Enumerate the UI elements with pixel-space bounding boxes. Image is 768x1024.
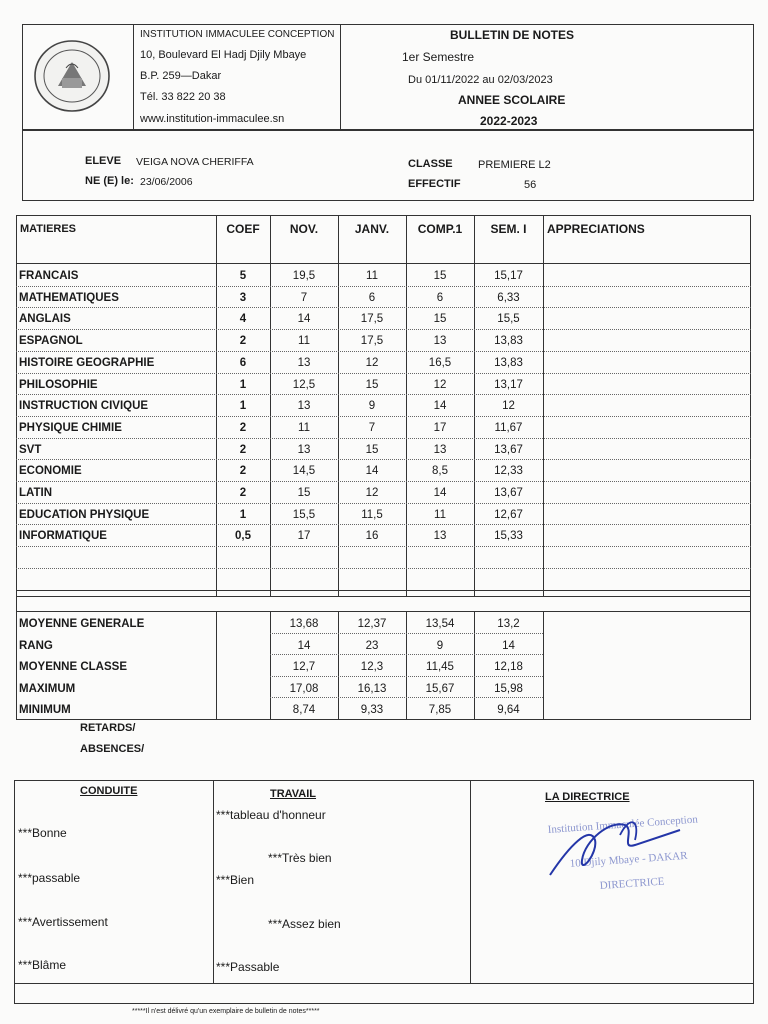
summary-cell: 15,67 — [425, 682, 455, 695]
summary-cell: 14 — [502, 639, 515, 652]
year-label: ANNEE SCOLAIRE — [458, 93, 566, 107]
institution-website[interactable]: www.institution-immaculee.sn — [140, 113, 285, 125]
institution-address: 10, Boulevard El Hadj Djily Mbaye — [140, 49, 307, 61]
class-label: CLASSE — [408, 158, 453, 170]
column-header: COMP.1 — [417, 222, 463, 236]
effectif-value: 56 — [524, 179, 537, 191]
column-header: NOV. — [289, 222, 319, 236]
travail-item: ***Très bien — [268, 851, 332, 865]
grade-cell: 4 — [239, 313, 247, 326]
grade-cell: 12 — [433, 378, 447, 391]
svg-text:Institution Immaculée Concepti: Institution Immaculée Conception — [547, 813, 699, 836]
grade-cell: 11 — [366, 270, 378, 282]
grade-cell: 7 — [368, 421, 376, 434]
grade-cell: 13,67 — [494, 487, 523, 499]
subject-name: PHYSIQUE CHIMIE — [19, 421, 122, 434]
grade-cell: 12 — [365, 356, 379, 369]
grade-cell: 0,5 — [235, 530, 251, 543]
grade-cell: 17,5 — [360, 313, 384, 326]
grade-cell: 12,5 — [292, 378, 316, 391]
grade-cell: 11,67 — [494, 421, 523, 434]
school-year: 2022-2023 — [480, 114, 538, 128]
summary-cell: 23 — [365, 639, 379, 652]
conduite-item: ***Bonne — [18, 826, 67, 840]
subject-name: INFORMATIQUE — [19, 530, 107, 543]
grade-cell: 11 — [298, 421, 310, 434]
grade-cell: 15 — [297, 487, 311, 499]
retards-label: RETARDS/ — [80, 722, 136, 734]
grade-cell: 12,67 — [494, 508, 523, 521]
grade-cell: 13 — [297, 400, 311, 413]
summary-cell: 9,33 — [360, 704, 384, 717]
grade-cell: 12 — [365, 487, 379, 499]
summary-label: RANG — [19, 639, 53, 652]
summary-cell: 11,45 — [426, 661, 454, 674]
student-name: VEIGA NOVA CHERIFFA — [136, 156, 254, 168]
grade-cell: 15 — [365, 378, 379, 391]
summary-cell: 12,3 — [360, 661, 384, 674]
grade-cell: 13 — [297, 356, 311, 369]
summary-cell: 13,54 — [425, 618, 455, 630]
column-header: MATIERES — [20, 223, 77, 235]
grade-cell: 6,33 — [497, 291, 520, 304]
grade-cell: 12 — [502, 400, 515, 413]
subject-name: HISTOIRE GEOGRAPHIE — [19, 356, 155, 369]
grade-cell: 1 — [239, 400, 247, 413]
travail-item: ***Assez bien — [268, 917, 341, 931]
conduite-title: CONDUITE — [80, 785, 138, 797]
student-birth-label: NE (E) le: — [85, 175, 134, 187]
column-header: COEF — [226, 222, 260, 236]
bulletin-semester: 1er Semestre — [402, 50, 475, 64]
grade-cell: 9 — [368, 400, 376, 413]
summary-label: MINIMUM — [19, 704, 71, 717]
effectif-label: EFFECTIF — [408, 178, 461, 190]
conduite-item: ***passable — [18, 871, 81, 885]
stamp-signature-icon — [540, 805, 740, 900]
summary-label: MOYENNE CLASSE — [19, 661, 127, 674]
grade-cell: 15,5 — [497, 313, 520, 326]
school-seal-icon — [32, 38, 112, 114]
summary-cell: 17,08 — [289, 682, 319, 695]
grade-cell: 2 — [239, 335, 247, 348]
summary-cell: 8,74 — [292, 704, 316, 717]
grade-cell: 13 — [433, 530, 447, 543]
bulletin-title: BULLETIN DE NOTES — [450, 28, 575, 42]
travail-item: ***Passable — [216, 960, 280, 974]
grade-cell: 6 — [368, 291, 376, 304]
grade-cell: 2 — [239, 443, 247, 456]
class-value: PREMIERE L2 — [478, 159, 551, 171]
student-box — [22, 130, 754, 201]
subject-name: EDUCATION PHYSIQUE — [19, 508, 150, 521]
grade-cell: 6 — [436, 291, 444, 304]
student-name-label: ELEVE — [85, 155, 122, 167]
grade-cell: 13,67 — [494, 443, 523, 456]
subject-name: INSTRUCTION CIVIQUE — [19, 400, 149, 413]
grade-cell: 2 — [239, 421, 247, 434]
travail-item: ***tableau d'honneur — [216, 808, 326, 822]
subject-name: FRANCAIS — [19, 270, 79, 282]
grade-cell: 14 — [433, 400, 447, 413]
footer-note: *****Il n'est délivré qu'un exemplaire de bulletin de notes***** — [132, 1008, 320, 1015]
grade-cell: 13 — [433, 443, 447, 456]
directrice-title: LA DIRECTRICE — [545, 791, 630, 803]
grade-cell: 15,5 — [292, 508, 316, 521]
travail-title: TRAVAIL — [270, 788, 317, 800]
column-header: JANV. — [354, 222, 390, 236]
grade-cell: 16 — [365, 530, 379, 543]
subject-name: LATIN — [19, 487, 53, 499]
grade-cell: 16,5 — [428, 356, 452, 369]
grade-cell: 15,17 — [494, 270, 523, 282]
institution-bp: B.P. 259—Dakar — [140, 70, 222, 82]
summary-cell: 9,64 — [497, 704, 520, 717]
conduite-item: ***Blâme — [18, 958, 67, 972]
subject-name: ESPAGNOL — [19, 335, 83, 348]
grade-cell: 14 — [365, 465, 379, 478]
summary-cell: 12,7 — [292, 661, 316, 674]
grade-cell: 14 — [297, 313, 311, 326]
conduite-item: ***Avertissement — [18, 915, 108, 929]
summary-label: MOYENNE GENERALE — [19, 618, 145, 630]
travail-item: ***Bien — [216, 873, 255, 887]
grade-cell: 17,5 — [360, 335, 384, 348]
absences-label: ABSENCES/ — [80, 743, 145, 755]
grade-cell: 5 — [239, 270, 247, 282]
summary-cell: 14 — [297, 639, 311, 652]
student-birth: 23/06/2006 — [140, 176, 193, 188]
summary-cell: 15,98 — [494, 682, 523, 695]
grade-cell: 13 — [297, 443, 311, 456]
grade-cell: 13,83 — [494, 335, 523, 348]
grade-cell: 7 — [300, 291, 308, 304]
subject-name: PHILOSOPHIE — [19, 378, 98, 391]
institution-tel: Tél. 33 822 20 38 — [140, 91, 226, 103]
grade-cell: 11 — [434, 508, 446, 521]
grade-cell: 17 — [433, 421, 447, 434]
summary-cell: 12,37 — [357, 618, 387, 630]
grade-cell: 15 — [433, 270, 447, 282]
summary-cell: 13,68 — [289, 618, 319, 630]
summary-cell: 7,85 — [428, 704, 452, 717]
svg-text:DIRECTRICE: DIRECTRICE — [599, 875, 665, 892]
grade-cell: 12,33 — [494, 465, 523, 478]
grade-cell: 1 — [239, 508, 247, 521]
column-header: APPRECIATIONS — [547, 222, 645, 236]
grade-cell: 6 — [239, 356, 247, 369]
subject-name: ECONOMIE — [19, 465, 82, 478]
summary-cell: 16,13 — [357, 682, 387, 695]
summary-cell: 9 — [436, 639, 444, 652]
grade-cell: 2 — [239, 465, 247, 478]
grade-cell: 13,83 — [494, 356, 523, 369]
grade-cell: 8,5 — [432, 465, 448, 478]
grade-cell: 13,17 — [494, 378, 523, 391]
header-box — [22, 24, 754, 130]
grade-cell: 14,5 — [292, 465, 316, 478]
grade-cell: 1 — [239, 378, 247, 391]
subject-name: ANGLAIS — [19, 313, 71, 326]
grade-cell: 2 — [239, 487, 247, 499]
grade-cell: 15,33 — [494, 530, 523, 543]
grade-cell: 15 — [365, 443, 379, 456]
subject-name: SVT — [19, 443, 42, 456]
grade-cell: 15 — [433, 313, 447, 326]
institution-name: INSTITUTION IMMACULEE CONCEPTION — [140, 29, 335, 40]
grade-cell: 17 — [297, 530, 311, 543]
summary-cell: 13,2 — [497, 618, 520, 630]
svg-text:10 Djily Mbaye - DAKAR: 10 Djily Mbaye - DAKAR — [569, 849, 688, 870]
grade-cell: 3 — [239, 291, 247, 304]
grade-cell: 11 — [298, 335, 310, 348]
bulletin-period: Du 01/11/2022 au 02/03/2023 — [408, 74, 553, 86]
subject-name: MATHEMATIQUES — [19, 291, 119, 304]
grade-cell: 11,5 — [361, 508, 383, 521]
grade-cell: 19,5 — [292, 270, 316, 282]
grade-cell: 13 — [433, 335, 447, 348]
column-header: SEM. I — [490, 222, 527, 236]
grade-cell: 14 — [433, 487, 447, 499]
summary-label: MAXIMUM — [19, 682, 76, 695]
summary-cell: 12,18 — [494, 661, 523, 674]
